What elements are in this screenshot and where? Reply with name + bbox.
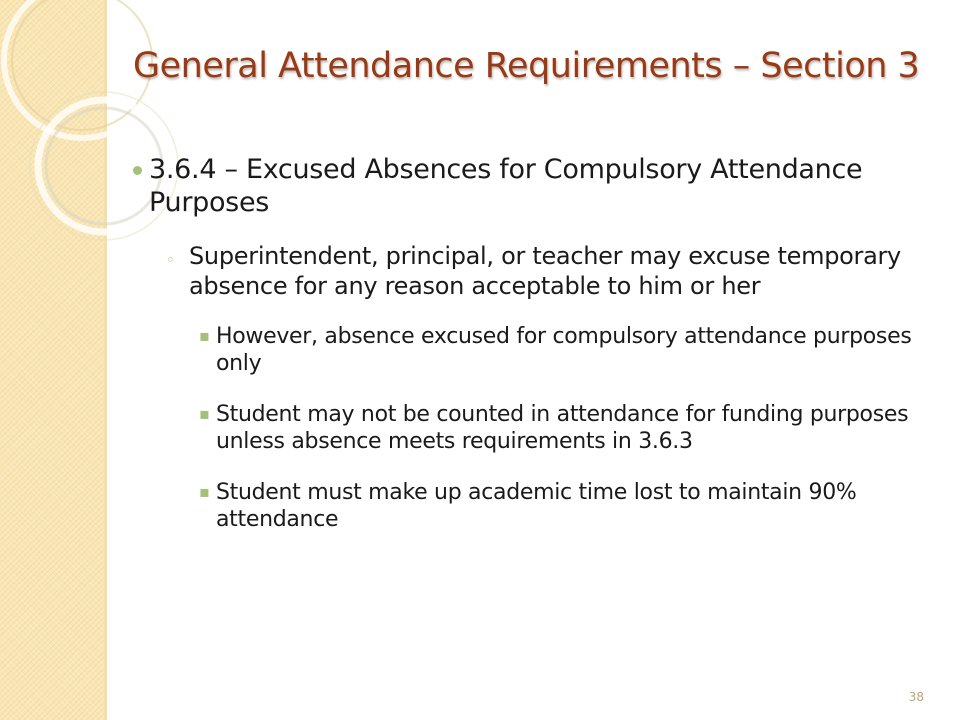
dot-bullet-icon: ▪ bbox=[199, 326, 210, 345]
round-bullet-icon bbox=[133, 166, 142, 175]
page-number: 38 bbox=[908, 690, 924, 704]
bullet-level3 bbox=[133, 323, 923, 377]
bullet-level3 bbox=[133, 479, 923, 533]
bullet-level3-text: Student must make up academic time lost to maintain 90% attendance bbox=[216, 480, 857, 532]
bullet-level3-text: Student may not be counted in attendance for funding purposes unless absence meets requirements in 3.6.3 bbox=[216, 402, 909, 454]
slide-title: General Attendance Requirements – Section 3 bbox=[133, 46, 920, 86]
dot-bullet-icon: ▪ bbox=[199, 482, 210, 501]
bullet-level3 bbox=[133, 401, 923, 455]
bullet-level3-text: However, absence excused for compulsory attendance purposes only bbox=[216, 324, 912, 376]
slide-content bbox=[133, 153, 923, 533]
bullet-level2-text: Superintendent, principal, or teacher may excuse temporary absence for any reason acceptable to him or her bbox=[189, 242, 901, 300]
bullet-level1-text: 3.6.4 – Excused Absences for Compulsory Attendance Purposes bbox=[149, 154, 863, 218]
bullet-level2 bbox=[133, 241, 923, 301]
bullet-level1 bbox=[133, 153, 923, 219]
dot-bullet-icon: ▪ bbox=[199, 404, 210, 423]
ring-bullet-icon: ◦ bbox=[166, 251, 175, 269]
